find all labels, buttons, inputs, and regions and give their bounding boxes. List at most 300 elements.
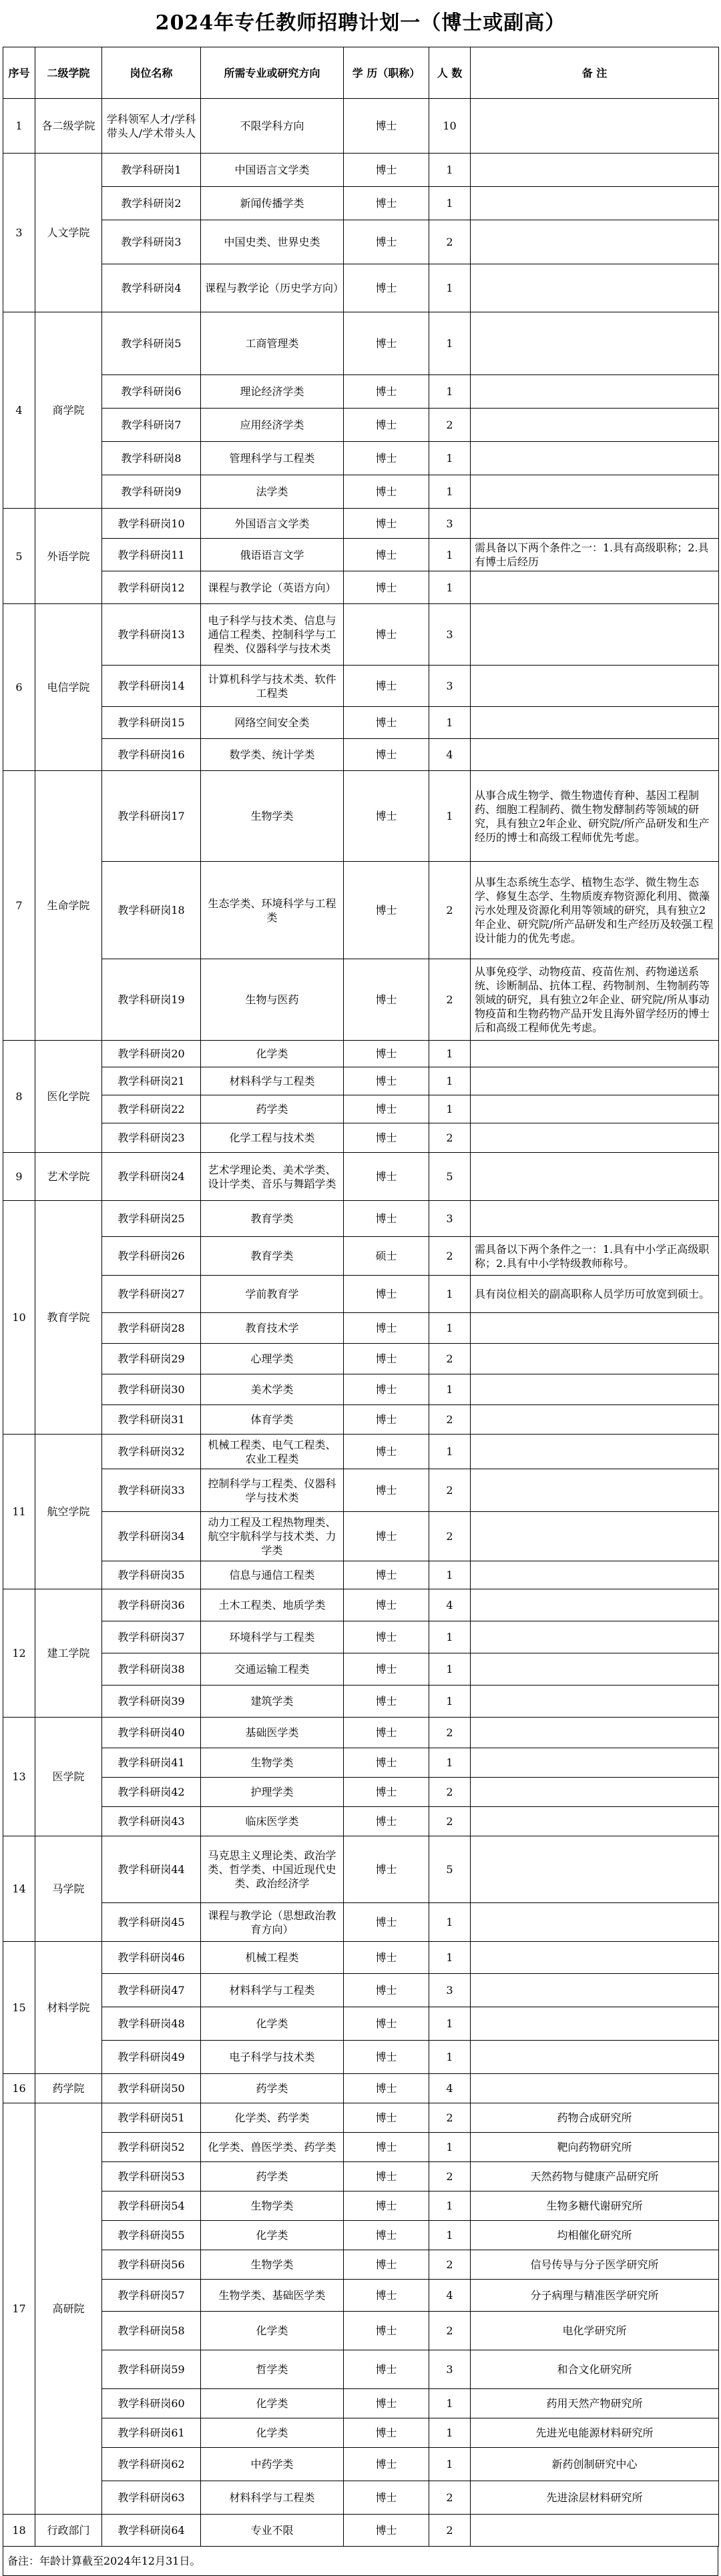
cell-count: 1 (429, 475, 471, 509)
cell-degree: 博士 (344, 2389, 429, 2418)
table-row (3, 1748, 719, 1778)
table-row (3, 1778, 719, 1807)
cell-major: 药学类 (201, 2074, 344, 2103)
table-row (3, 539, 719, 571)
cell-major: 化学类 (201, 2389, 344, 2418)
cell-post: 教学科研岗19 (102, 959, 201, 1041)
table-row (3, 862, 719, 959)
cell-count: 2 (429, 2481, 471, 2515)
table-row (3, 571, 719, 604)
cell-post: 教学科研岗55 (102, 2221, 201, 2250)
cell-post: 教学科研岗59 (102, 2350, 201, 2389)
cell-major: 工商管理类 (201, 312, 344, 375)
cell-college: 生命学院 (35, 771, 102, 1041)
cell-count: 1 (429, 2192, 471, 2221)
cell-degree: 博士 (344, 2448, 429, 2481)
cell-degree: 博士 (344, 1276, 429, 1313)
cell-major: 艺术学理论类、美术学类、设计学类、音乐与舞蹈学类 (201, 1153, 344, 1201)
cell-degree: 博士 (344, 1718, 429, 1748)
cell-degree: 博士 (344, 187, 429, 220)
table-row (3, 2162, 719, 2192)
cell-degree: 博士 (344, 1153, 429, 1201)
cell-post: 教学科研岗45 (102, 1903, 201, 1942)
cell-major: 建筑学类 (201, 1686, 344, 1718)
cell-seq: 16 (3, 2074, 35, 2103)
cell-major: 电子科学与技术类、信息与通信工程类、控制科学与工程类、仪器科学与技术类 (201, 604, 344, 666)
table-row (3, 187, 719, 220)
cell-remark (471, 1778, 719, 1807)
cell-post: 教学科研岗38 (102, 1653, 201, 1686)
cell-major: 化学工程与技术类 (201, 1123, 344, 1153)
cell-count: 4 (429, 2074, 471, 2103)
cell-count: 3 (429, 2350, 471, 2389)
cell-post: 教学科研岗23 (102, 1123, 201, 1153)
cell-post: 教学科研岗24 (102, 1153, 201, 1201)
cell-post: 教学科研岗26 (102, 1237, 201, 1276)
cell-remark (471, 1561, 719, 1589)
cell-degree: 博士 (344, 2074, 429, 2103)
cell-seq: 17 (3, 2103, 35, 2515)
table-row (3, 1807, 719, 1836)
cell-remark (471, 1313, 719, 1344)
cell-remark (471, 312, 719, 375)
cell-degree: 博士 (344, 1512, 429, 1561)
cell-count: 1 (429, 771, 471, 862)
cell-count: 1 (429, 375, 471, 409)
cell-post: 教学科研岗29 (102, 1344, 201, 1374)
table-row (3, 375, 719, 409)
table-row (3, 2192, 719, 2221)
cell-major: 材料科学与工程类 (201, 1067, 344, 1095)
cell-post: 教学科研岗63 (102, 2481, 201, 2515)
cell-degree: 博士 (344, 2350, 429, 2389)
cell-degree: 博士 (344, 666, 429, 707)
cell-degree: 博士 (344, 862, 429, 959)
cell-count: 3 (429, 509, 471, 539)
cell-major: 法学类 (201, 475, 344, 509)
cell-count: 1 (429, 1561, 471, 1589)
cell-degree: 博士 (344, 442, 429, 475)
cell-post: 教学科研岗2 (102, 187, 201, 220)
cell-count: 1 (429, 187, 471, 220)
cell-remark: 分子病理与精准医学研究所 (471, 2280, 719, 2312)
table-row (3, 1974, 719, 2007)
cell-count: 2 (429, 409, 471, 442)
cell-major: 理论经济学类 (201, 375, 344, 409)
cell-seq: 5 (3, 509, 35, 604)
cell-post: 学科领军人才/学科带头人/学术带头人 (102, 99, 201, 154)
table-row (3, 99, 719, 154)
cell-count: 1 (429, 2221, 471, 2250)
table-row (3, 409, 719, 442)
cell-seq: 8 (3, 1041, 35, 1153)
cell-remark: 均相催化研究所 (471, 2221, 719, 2250)
cell-post: 教学科研岗53 (102, 2162, 201, 2192)
cell-degree: 博士 (344, 1686, 429, 1718)
cell-post: 教学科研岗1 (102, 154, 201, 187)
cell-remark (471, 739, 719, 771)
cell-remark: 需具备以下两个条件之一：1.具有高级职称；2.具有博士后经历 (471, 539, 719, 571)
cell-degree: 博士 (344, 1201, 429, 1237)
cell-remark: 生物多糖代谢研究所 (471, 2192, 719, 2221)
cell-count: 2 (429, 2162, 471, 2192)
cell-remark (471, 1686, 719, 1718)
cell-count: 1 (429, 2041, 471, 2074)
table-row (3, 2448, 719, 2481)
cell-post: 教学科研岗47 (102, 1974, 201, 2007)
cell-count: 2 (429, 1123, 471, 1153)
cell-post: 教学科研岗22 (102, 1095, 201, 1123)
cell-college: 药学院 (35, 2074, 102, 2103)
cell-remark: 靶向药物研究所 (471, 2133, 719, 2162)
cell-college: 医化学院 (35, 1041, 102, 1153)
cell-degree: 博士 (344, 771, 429, 862)
table-row (3, 1836, 719, 1903)
cell-degree: 博士 (344, 1344, 429, 1374)
cell-major: 课程与教学论（思想政治教育方向） (201, 1903, 344, 1942)
cell-count: 1 (429, 1748, 471, 1778)
cell-major: 交通运输工程类 (201, 1653, 344, 1686)
table-row (3, 2007, 719, 2041)
table-row (3, 1653, 719, 1686)
cell-major: 临床医学类 (201, 1807, 344, 1836)
cell-degree: 博士 (344, 1561, 429, 1589)
table-row (3, 2074, 719, 2103)
cell-count: 2 (429, 1512, 471, 1561)
cell-count: 2 (429, 2103, 471, 2133)
table-row (3, 1942, 719, 1974)
cell-count: 2 (429, 1237, 471, 1276)
cell-major: 生物学类 (201, 771, 344, 862)
cell-remark (471, 1041, 719, 1067)
cell-major: 材料科学与工程类 (201, 2481, 344, 2515)
table-row (3, 312, 719, 375)
cell-degree: 博士 (344, 154, 429, 187)
table-row (3, 666, 719, 707)
cell-post: 教学科研岗46 (102, 1942, 201, 1974)
cell-remark (471, 1974, 719, 2007)
table-row (3, 2103, 719, 2133)
cell-major: 机械工程类 (201, 1942, 344, 1974)
table-row (3, 2515, 719, 2547)
cell-post: 教学科研岗35 (102, 1561, 201, 1589)
cell-major: 中国史类、世界史类 (201, 220, 344, 264)
cell-post: 教学科研岗60 (102, 2389, 201, 2418)
cell-college: 医学院 (35, 1718, 102, 1836)
cell-degree: 博士 (344, 1095, 429, 1123)
cell-post: 教学科研岗32 (102, 1435, 201, 1469)
cell-count: 2 (429, 862, 471, 959)
cell-count: 1 (429, 539, 471, 571)
table-row (3, 1903, 719, 1942)
cell-remark (471, 571, 719, 604)
cell-post: 教学科研岗4 (102, 264, 201, 312)
cell-post: 教学科研岗42 (102, 1778, 201, 1807)
cell-degree: 硕士 (344, 1237, 429, 1276)
table-row (3, 1686, 719, 1718)
cell-count: 4 (429, 2280, 471, 2312)
cell-degree: 博士 (344, 1374, 429, 1405)
cell-degree: 博士 (344, 604, 429, 666)
cell-major: 化学类 (201, 2221, 344, 2250)
cell-major: 计算机科学与技术类、软件工程类 (201, 666, 344, 707)
cell-count: 2 (429, 1344, 471, 1374)
cell-count: 1 (429, 264, 471, 312)
cell-degree: 博士 (344, 1778, 429, 1807)
cell-count: 1 (429, 154, 471, 187)
cell-remark (471, 1344, 719, 1374)
table-row (3, 959, 719, 1041)
cell-degree: 博士 (344, 2312, 429, 2350)
cell-count: 5 (429, 1153, 471, 1201)
cell-major: 护理学类 (201, 1778, 344, 1807)
cell-major: 药学类 (201, 2162, 344, 2192)
cell-remark (471, 1718, 719, 1748)
cell-post: 教学科研岗48 (102, 2007, 201, 2041)
cell-remark (471, 1903, 719, 1942)
cell-major: 化学类、药学类 (201, 2103, 344, 2133)
cell-major: 哲学类 (201, 2350, 344, 2389)
cell-degree: 博士 (344, 539, 429, 571)
cell-degree: 博士 (344, 739, 429, 771)
cell-post: 教学科研岗27 (102, 1276, 201, 1313)
cell-major: 课程与教学论（历史学方向） (201, 264, 344, 312)
cell-seq: 6 (3, 604, 35, 771)
cell-major: 生态学类、环境科学与工程类 (201, 862, 344, 959)
cell-remark: 和合文化研究所 (471, 2350, 719, 2389)
cell-remark (471, 1095, 719, 1123)
cell-post: 教学科研岗25 (102, 1201, 201, 1237)
footer-note: 备注：年龄计算截至2024年12月31日。 (3, 2547, 718, 2576)
cell-remark (471, 604, 719, 666)
cell-count: 2 (429, 1718, 471, 1748)
cell-remark: 从事免疫学、动物疫苗、疫苗佐剂、药物递送系统、诊断制品、抗体工程、药物制剂、生物制药等领域的研究，具有独立2年企业、研究院/所从事动物疫苗和生物药物产品开发且海外留学经历的博士后和高级工程师优先考虑。 (471, 959, 719, 1041)
cell-degree: 博士 (344, 375, 429, 409)
cell-major: 数学类、统计学类 (201, 739, 344, 771)
cell-degree: 博士 (344, 1903, 429, 1942)
cell-major: 体育学类 (201, 1405, 344, 1435)
cell-degree: 博士 (344, 2162, 429, 2192)
cell-major: 教育学类 (201, 1201, 344, 1237)
cell-degree: 博士 (344, 571, 429, 604)
cell-count: 1 (429, 707, 471, 739)
table-row (3, 2350, 719, 2389)
table-row (3, 2250, 719, 2280)
cell-college: 材料学院 (35, 1942, 102, 2074)
cell-post: 教学科研岗56 (102, 2250, 201, 2280)
table-row (3, 1237, 719, 1276)
cell-major: 外国语言文学类 (201, 509, 344, 539)
cell-seq: 7 (3, 771, 35, 1041)
table-row (3, 1405, 719, 1435)
cell-remark: 需具备以下两个条件之一：1.具有中小学正高级职称；2.具有中小学特级教师称号。 (471, 1237, 719, 1276)
cell-degree: 博士 (344, 1807, 429, 1836)
cell-remark (471, 1435, 719, 1469)
cell-major: 新闻传播学类 (201, 187, 344, 220)
cell-major: 生物学类 (201, 2192, 344, 2221)
cell-post: 教学科研岗14 (102, 666, 201, 707)
cell-count: 2 (429, 220, 471, 264)
cell-post: 教学科研岗34 (102, 1512, 201, 1561)
cell-count: 2 (429, 2515, 471, 2547)
cell-degree: 博士 (344, 312, 429, 375)
cell-major: 药学类 (201, 1095, 344, 1123)
cell-major: 生物学类 (201, 1748, 344, 1778)
cell-major: 机械工程类、电气工程类、农业工程类 (201, 1435, 344, 1469)
cell-degree: 博士 (344, 2481, 429, 2515)
cell-count: 1 (429, 1903, 471, 1942)
cell-count: 3 (429, 1201, 471, 1237)
table-row (3, 2133, 719, 2162)
cell-remark (471, 1469, 719, 1512)
cell-count: 2 (429, 1778, 471, 1807)
cell-remark: 信号传导与分子医学研究所 (471, 2250, 719, 2280)
cell-remark (471, 264, 719, 312)
cell-seq: 12 (3, 1589, 35, 1718)
cell-major: 化学类 (201, 1041, 344, 1067)
cell-count: 3 (429, 666, 471, 707)
cell-degree: 博士 (344, 2221, 429, 2250)
cell-major: 信息与通信工程类 (201, 1561, 344, 1589)
cell-post: 教学科研岗40 (102, 1718, 201, 1748)
cell-seq: 9 (3, 1153, 35, 1201)
table-row (3, 509, 719, 539)
cell-count: 1 (429, 1942, 471, 1974)
cell-count: 2 (429, 1807, 471, 1836)
header-count: 人 数 (429, 47, 471, 99)
table-row (3, 1589, 719, 1621)
table-body (3, 99, 719, 2547)
cell-major: 教育技术学 (201, 1313, 344, 1344)
cell-post: 教学科研岗52 (102, 2133, 201, 2162)
cell-seq: 14 (3, 1836, 35, 1942)
cell-major: 网络空间安全类 (201, 707, 344, 739)
cell-count: 1 (429, 1313, 471, 1344)
cell-count: 1 (429, 1621, 471, 1653)
cell-count: 1 (429, 2133, 471, 2162)
cell-remark (471, 2515, 719, 2547)
cell-post: 教学科研岗13 (102, 604, 201, 666)
cell-seq: 10 (3, 1201, 35, 1435)
cell-remark: 电化学研究所 (471, 2312, 719, 2350)
cell-post: 教学科研岗54 (102, 2192, 201, 2221)
cell-remark (471, 1153, 719, 1201)
cell-degree: 博士 (344, 220, 429, 264)
cell-college: 高研院 (35, 2103, 102, 2515)
cell-major: 化学类 (201, 2418, 344, 2448)
cell-remark (471, 1123, 719, 1153)
cell-post: 教学科研岗15 (102, 707, 201, 739)
cell-major: 俄语语言文学 (201, 539, 344, 571)
header-degree: 学 历（职称） (344, 47, 429, 99)
cell-post: 教学科研岗31 (102, 1405, 201, 1435)
cell-degree: 博士 (344, 2133, 429, 2162)
cell-major: 中国语言文学类 (201, 154, 344, 187)
cell-remark (471, 475, 719, 509)
cell-post: 教学科研岗7 (102, 409, 201, 442)
cell-count: 1 (429, 2448, 471, 2481)
cell-post: 教学科研岗21 (102, 1067, 201, 1095)
table-row (3, 2389, 719, 2418)
cell-major: 化学类 (201, 2007, 344, 2041)
table-row (3, 1718, 719, 1748)
cell-remark (471, 509, 719, 539)
cell-remark (471, 220, 719, 264)
table-row (3, 2418, 719, 2448)
cell-degree: 博士 (344, 2418, 429, 2448)
cell-seq: 4 (3, 312, 35, 509)
header-major: 所需专业或研究方向 (201, 47, 344, 99)
cell-remark (471, 1836, 719, 1903)
cell-count: 1 (429, 1067, 471, 1095)
cell-remark: 新药创制研究中心 (471, 2448, 719, 2481)
cell-degree: 博士 (344, 509, 429, 539)
cell-degree: 博士 (344, 2250, 429, 2280)
cell-major: 学前教育学 (201, 1276, 344, 1313)
cell-post: 教学科研岗10 (102, 509, 201, 539)
table-row (3, 442, 719, 475)
cell-degree: 博士 (344, 1041, 429, 1067)
cell-count: 1 (429, 1435, 471, 1469)
cell-remark (471, 2041, 719, 2074)
cell-remark (471, 1748, 719, 1778)
cell-remark (471, 99, 719, 154)
page-title: 2024年专任教师招聘计划一（博士或副高） (155, 11, 566, 35)
cell-post: 教学科研岗12 (102, 571, 201, 604)
cell-college: 马学院 (35, 1836, 102, 1942)
header-seq: 序号 (3, 47, 35, 99)
cell-major: 马克思主义理论类、政治学类、哲学类、中国近现代史类、政治经济学 (201, 1836, 344, 1903)
cell-college: 建工学院 (35, 1589, 102, 1718)
cell-college: 艺术学院 (35, 1153, 102, 1201)
table-row (3, 2041, 719, 2074)
cell-remark (471, 1201, 719, 1237)
cell-count: 1 (429, 1095, 471, 1123)
table-header-row (3, 47, 719, 99)
cell-post: 教学科研岗61 (102, 2418, 201, 2448)
table-row (3, 154, 719, 187)
cell-major: 材料科学与工程类 (201, 1974, 344, 2007)
cell-post: 教学科研岗49 (102, 2041, 201, 2074)
cell-post: 教学科研岗50 (102, 2074, 201, 2103)
table-row (3, 264, 719, 312)
cell-remark (471, 409, 719, 442)
cell-post: 教学科研岗17 (102, 771, 201, 862)
cell-post: 教学科研岗64 (102, 2515, 201, 2547)
cell-count: 1 (429, 1686, 471, 1718)
cell-major: 化学类、兽医学类、药学类 (201, 2133, 344, 2162)
cell-major: 控制科学与工程类、仪器科学与技术类 (201, 1469, 344, 1512)
cell-remark: 先进涂层材料研究所 (471, 2481, 719, 2515)
table-row (3, 2312, 719, 2350)
table-row (3, 1041, 719, 1067)
recruitment-table (3, 47, 719, 2547)
header-remark: 备 注 (471, 47, 719, 99)
cell-count: 4 (429, 1589, 471, 1621)
cell-degree: 博士 (344, 2280, 429, 2312)
cell-post: 教学科研岗33 (102, 1469, 201, 1512)
cell-post: 教学科研岗57 (102, 2280, 201, 2312)
cell-count: 1 (429, 2389, 471, 2418)
cell-count: 4 (429, 739, 471, 771)
cell-count: 1 (429, 1653, 471, 1686)
cell-remark (471, 2074, 719, 2103)
cell-remark (471, 666, 719, 707)
cell-remark (471, 1653, 719, 1686)
cell-post: 教学科研岗62 (102, 2448, 201, 2481)
cell-major: 专业不限 (201, 2515, 344, 2547)
cell-major: 课程与教学论（英语方向） (201, 571, 344, 604)
